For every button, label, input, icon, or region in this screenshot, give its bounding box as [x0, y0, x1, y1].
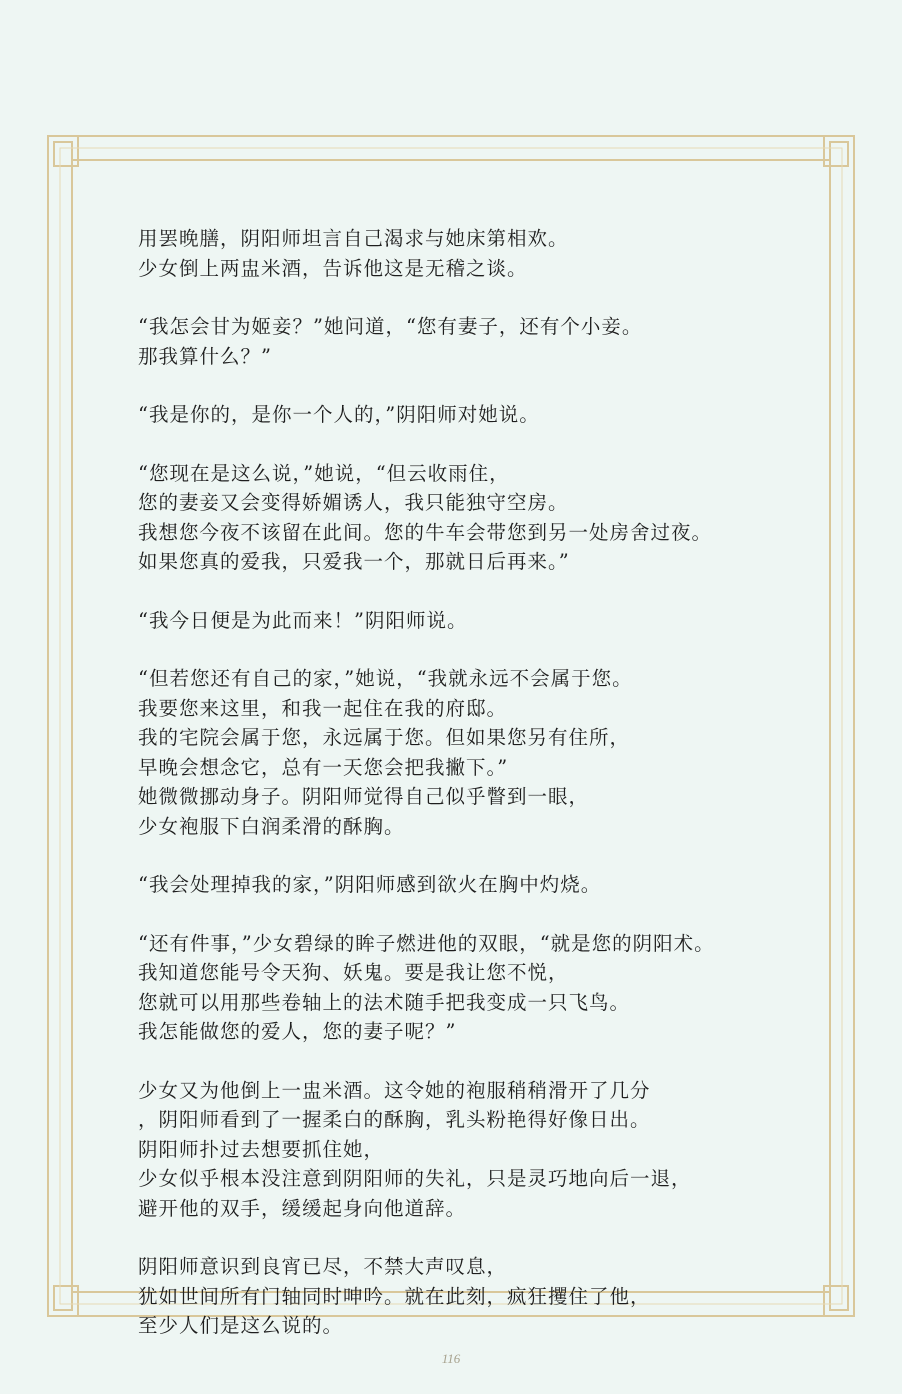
- paragraph: [138, 870, 798, 900]
- text-line: 您就可以用那些卷轴上的法术随手把我变成一只飞鸟。: [138, 990, 631, 1014]
- text-line: 我知道您能号令天狗、妖鬼。要是我让您不悦，: [138, 961, 569, 984]
- text-line: 至少人们是这么说的。: [138, 1314, 344, 1337]
- text-line: 犹如世间所有门轴同时呻吟。就在此刻，疯狂攫住了他，: [138, 1284, 651, 1308]
- text-line: 阴阳师扑过去想要抓住她，: [138, 1137, 385, 1161]
- text-line: “我今日便是为此而来！”阴阳师说。: [138, 608, 468, 632]
- text-line: 我的宅院会属于您，永远属于您。但如果您另有住所，: [138, 726, 631, 749]
- text-line: 我想您今夜不该留在此间。您的牛车会带您到另一处房舍过夜。: [138, 520, 713, 544]
- paragraph: [138, 606, 798, 636]
- paragraph: [138, 929, 798, 1047]
- text-line: 避开他的双手，缓缓起身向他道辞。: [138, 1196, 467, 1220]
- text-line: 阴阳师意识到良宵已尽，不禁大声叹息，: [138, 1255, 508, 1278]
- text-line: 早晚会想念它，总有一天您会把我撇下。”: [138, 755, 509, 779]
- paragraph: [138, 1252, 798, 1341]
- text-line: “我是你的，是你一个人的，”阴阳师对她说。: [138, 403, 540, 426]
- text-line: 我要您来这里，和我一起住在我的府邸。: [138, 696, 508, 720]
- paragraph: [138, 664, 798, 841]
- text-line: 少女似乎根本没注意到阴阳师的失礼，只是灵巧地向后一退，: [138, 1167, 692, 1190]
- text-line: “您现在是这么说，”她说，“但云收雨住，: [138, 461, 510, 485]
- paragraph: [138, 1076, 798, 1224]
- text-line: 少女袍服下白润柔滑的酥胸。: [138, 814, 405, 838]
- poem-body: [138, 224, 798, 1370]
- text-line: 用罢晚膳，阴阳师坦言自己渴求与她床第相欢。: [138, 227, 569, 250]
- text-line: “我怎会甘为姬妾？”她问道，“您有妻子，还有个小妾。: [138, 315, 643, 338]
- text-line: 我怎能做您的爱人，您的妻子呢？”: [138, 1020, 457, 1043]
- text-line: 她微微挪动身子。阴阳师觉得自己似乎瞥到一眼，: [138, 785, 590, 808]
- text-line: 那我算什么？”: [138, 344, 272, 368]
- text-line: “但若您还有自己的家，”她说，“我就永远不会属于您。: [138, 667, 633, 690]
- text-line: 少女倒上两盅米酒，告诉他这是无稽之谈。: [138, 256, 528, 280]
- paragraph: [138, 459, 798, 577]
- text-line: ，阴阳师看到了一握柔白的酥胸，乳头粉艳得好像日出。: [138, 1108, 651, 1131]
- text-line: 您的妻妾又会变得娇媚诱人，我只能独守空房。: [138, 491, 569, 514]
- paragraph: [138, 224, 798, 283]
- text-line: 如果您真的爱我，只爱我一个，那就日后再来。”: [138, 550, 570, 573]
- text-line: “我会处理掉我的家，”阴阳师感到欲火在胸中灼烧。: [138, 873, 602, 896]
- page-number: 116: [441, 1351, 461, 1366]
- paragraph: [138, 400, 798, 430]
- text-line: 少女又为他倒上一盅米酒。这令她的袍服稍稍滑开了几分: [138, 1078, 651, 1102]
- text-line: “还有件事，”少女碧绿的眸子燃进他的双眼，“就是您的阴阳术。: [138, 931, 715, 955]
- paragraph: [138, 312, 798, 371]
